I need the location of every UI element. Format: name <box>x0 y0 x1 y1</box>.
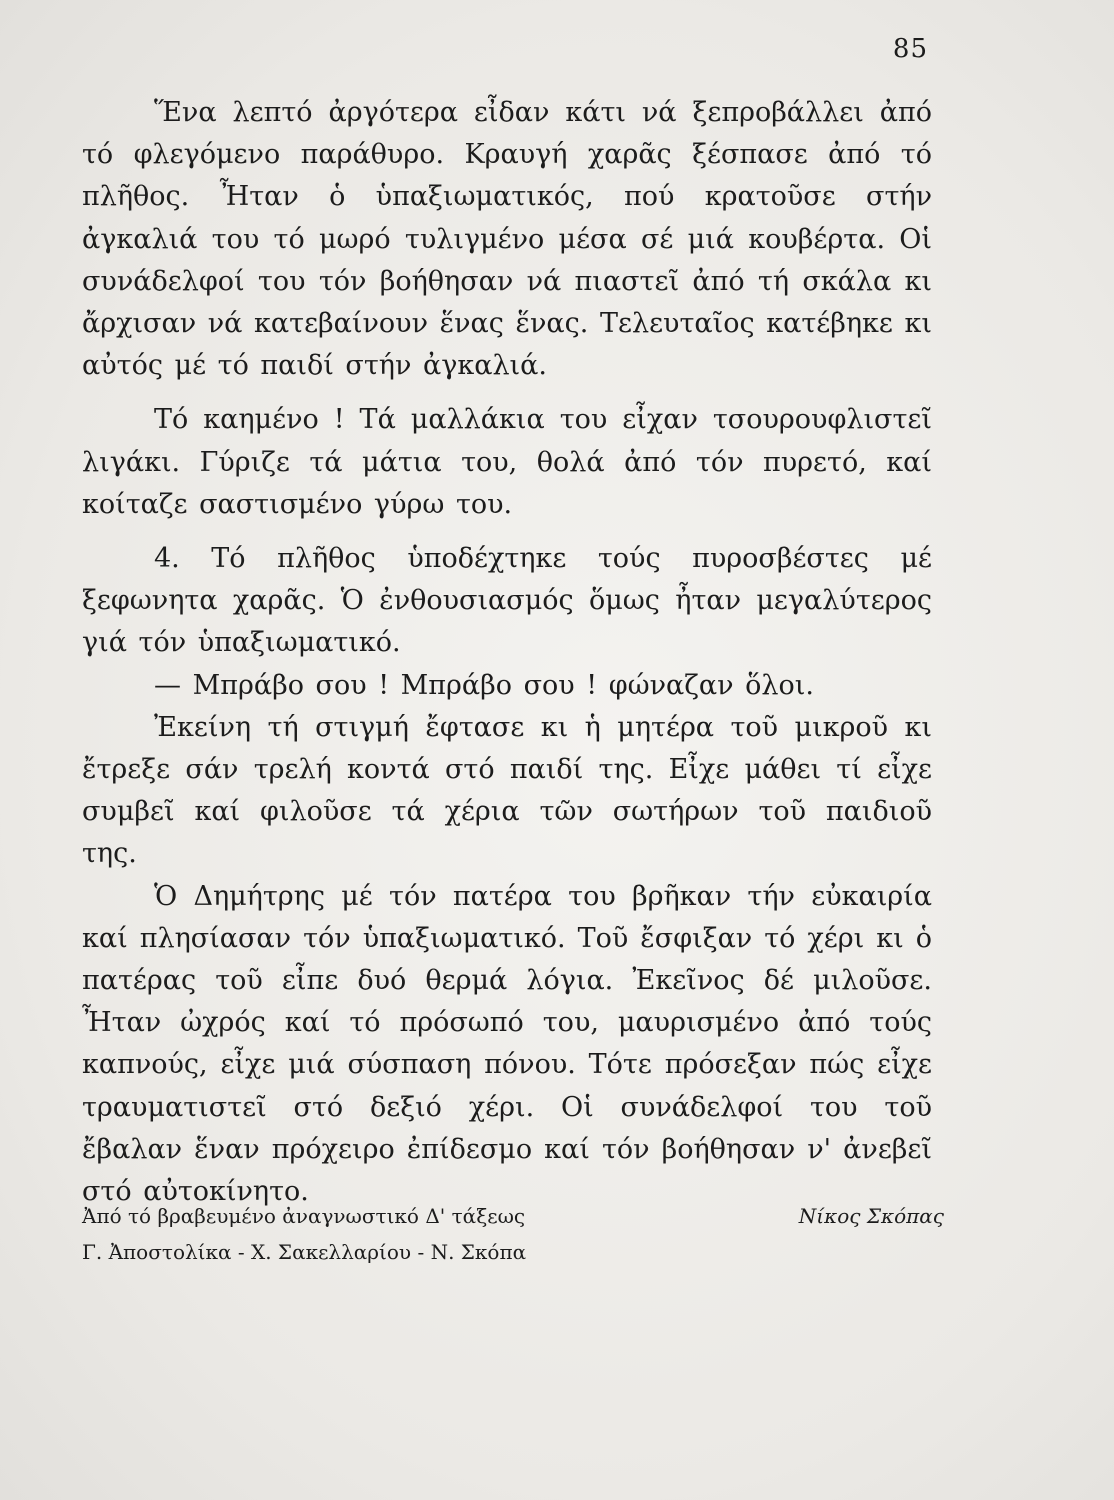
page-number: 85 <box>892 34 928 64</box>
source-footer <box>82 1198 944 1270</box>
author-name: Νίκος Σκόπας <box>798 1204 944 1228</box>
paragraph-dimitris: Ὁ Δημήτρης μέ τόν πατέρα του βρῆκαν τήν εὐκαιρία καί πλησίασαν τόν ὑπαξιωματικό. Τοῦ ἔσφιξαν τό χέρι κι ὁ πατέρας τοῦ εἶπε δυό θερμά λόγια. Ἐκεῖνος δέ μιλοῦσε. Ἦταν ὠχρός καί τό πρόσωπό του, μαυρισμένο ἀπό τούς καπνούς, εἶχε μιά σύσπαση πόνου. Τότε πρόσεξαν πώς εἶχε τραυματιστεῖ στό δεξιό χέρι. Οἱ συνάδελφοί του τοῦ ἔβαλαν ἕναν πρόχειρο ἐπίδεσμο καί τόν βοήθησαν ν' ἀνεβεῖ στό αὐτοκίνητο. <box>82 880 932 1208</box>
paragraph-mother: Ἐκείνη τή στιγμή ἔφτασε κι ἡ μητέρα τοῦ μικροῦ κι ἔτρεξε σάν τρελή κοντά στό παιδί της. Εἶχε μάθει τί εἶχε συμβεῖ καί φιλοῦσε τά χέρια τῶν σωτήρων τοῦ παιδιοῦ της. <box>82 711 932 870</box>
source-line-2: Γ. Ἀποστολίκα - Χ. Σακελλαρίου - Ν. Σκόπα <box>82 1240 527 1264</box>
paragraph-section-4: 4. Τό πλῆθος ὑποδέχτηκε τούς πυροσβέστες μέ ξεφωνητα χαρᾶς. Ὁ ἐνθουσιασμός ὅμως ἦταν μεγαλύτερος γιά τόν ὑπαξιωματικό. <box>82 543 932 659</box>
paragraph-rescue: Ἕνα λεπτό ἀργότερα εἶδαν κάτι νά ξεπροβάλλει ἀπό τό φλεγόμενο παράθυρο. Κραυγή χαρᾶς ξέσπασε ἀπό τό πλῆθος. Ἦταν ὁ ὑπαξιωματικός, πού κρατοῦσε στήν ἀγκαλιά του τό μωρό τυλιγμένο μέσα σέ μιά κουβέρτα. Οἱ συνάδελφοί του τόν βοήθησαν νά πιαστεῖ ἀπό τή σκάλα κι ἄρχισαν νά κατεβαίνουν ἕνας ἕνας. Τελευταῖος κατέβηκε κι αὐτός μέ τό παιδί στήν ἀγκαλιά. <box>82 97 932 382</box>
source-row-2 <box>82 1234 944 1270</box>
source-row-1 <box>82 1198 944 1234</box>
paragraph-child: Τό καημένο ! Τά μαλλάκια του εἶχαν τσουρουφλιστεῖ λιγάκι. Γύριζε τά μάτια του, θολά ἀπό τόν πυρετό, καί κοίταζε σαστισμένο γύρω του. <box>82 404 932 520</box>
body-text <box>82 92 932 1213</box>
source-line-1: Ἀπό τό βραβευμένο ἀναγνωστικό Δ' τάξεως <box>82 1204 526 1228</box>
paragraph-cheers: — Μπράβο σου ! Μπράβο σου ! φώναζαν ὅλοι. <box>154 669 814 701</box>
